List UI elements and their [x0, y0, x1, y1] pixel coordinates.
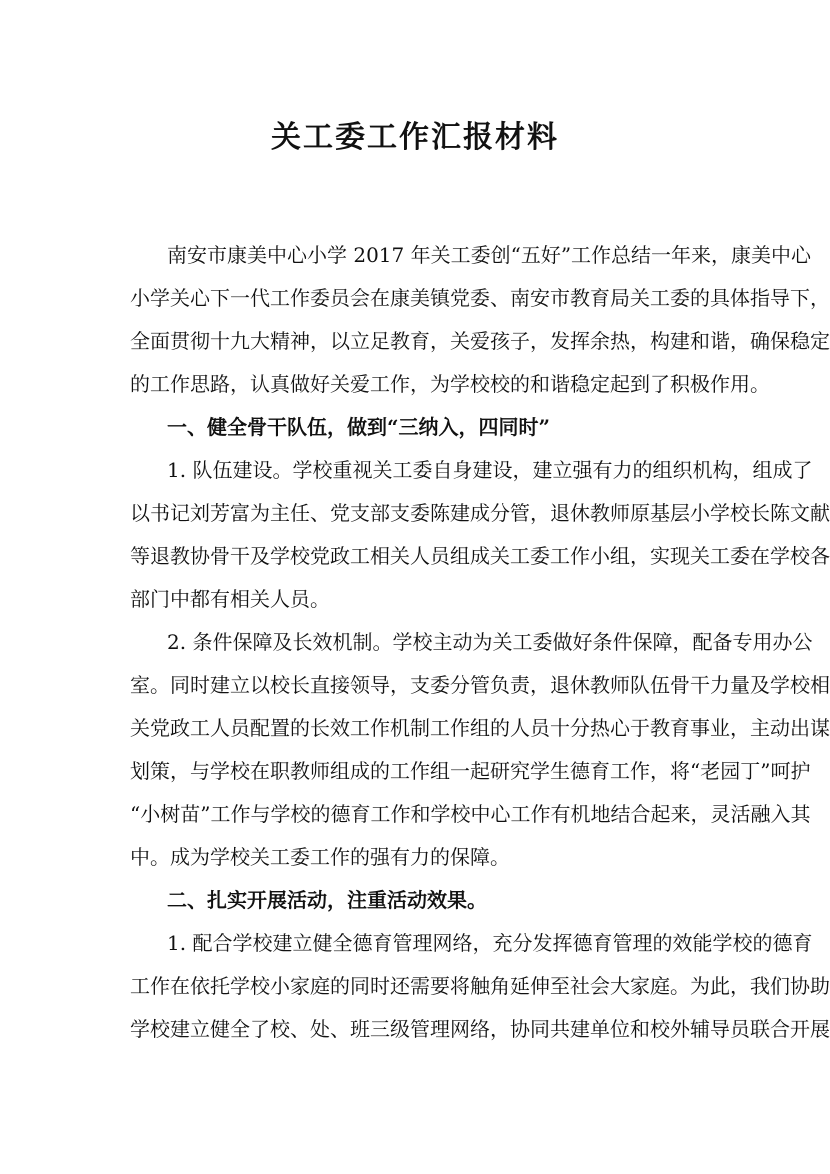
text-line: 二、扎实开展活动，注重活动效果。 [167, 888, 487, 912]
section-heading [130, 879, 718, 922]
text-line: 学校建立健全了校、处、班三级管理网络，协同共建单位和校外辅导员联合开展 [130, 1017, 830, 1041]
paragraph [130, 449, 830, 621]
paragraph [130, 234, 830, 406]
text-line: 2. 条件保障及长效机制。学校主动为关工委做好条件保障，配备专用办公 [167, 630, 813, 654]
text-line: 全面贯彻十九大精神，以立足教育，关爱孩子，发挥余热，构建和谐，确保稳定 [130, 329, 830, 353]
text-line: 等退教协骨干及学校党政工相关人员组成关工委工作小组，实现关工委在学校各 [130, 544, 830, 568]
text-line: 小学关心下一代工作委员会在康美镇党委、南安市教育局关工委的具体指导下， [130, 286, 830, 310]
text-line: 部门中都有相关人员。 [130, 587, 330, 611]
text-line: 的工作思路，认真做好关爱工作，为学校校的和谐稳定起到了积极作用。 [130, 372, 770, 396]
text-line: 以书记刘芳富为主任、党支部支委陈建成分管，退休教师原基层小学校长陈文献 [130, 501, 830, 525]
text-line: 工作在依托学校小家庭的同时还需要将触角延伸至社会大家庭。为此，我们协助 [130, 974, 830, 998]
text-line: 1. 配合学校建立健全德育管理网络，充分发挥德育管理的效能学校的德育 [167, 931, 813, 955]
text-line: 室。同时建立以校长直接领导，支委分管负责，退休教师队伍骨干力量及学校相 [130, 673, 830, 697]
document-title: 关工委工作汇报材料 [271, 120, 559, 155]
text-line: 中。成为学校关工委工作的强有力的保障。 [130, 845, 510, 869]
text-line: 南安市康美中心小学 2017 年关工委创“五好”工作总结一年来，康美中心 [167, 243, 812, 267]
document-body [130, 234, 830, 1051]
text-line: “小树苗”工作与学校的德育工作和学校中心工作有机地结合起来，灵活融入其 [130, 802, 811, 826]
text-line: 1. 队伍建设。学校重视关工委自身建设，建立强有力的组织机构，组成了 [167, 458, 813, 482]
paragraph [130, 922, 830, 1051]
text-line: 关党政工人员配置的长效工作机制工作组的人员十分热心于教育事业，主动出谋 [130, 716, 830, 740]
text-line: 划策，与学校在职教师组成的工作组一起研究学生德育工作，将“老园丁”呵护 [130, 759, 811, 783]
section-heading [130, 406, 718, 449]
text-line: 一、健全骨干队伍，做到“三纳入，四同时” [167, 415, 551, 439]
paragraph [130, 621, 830, 879]
